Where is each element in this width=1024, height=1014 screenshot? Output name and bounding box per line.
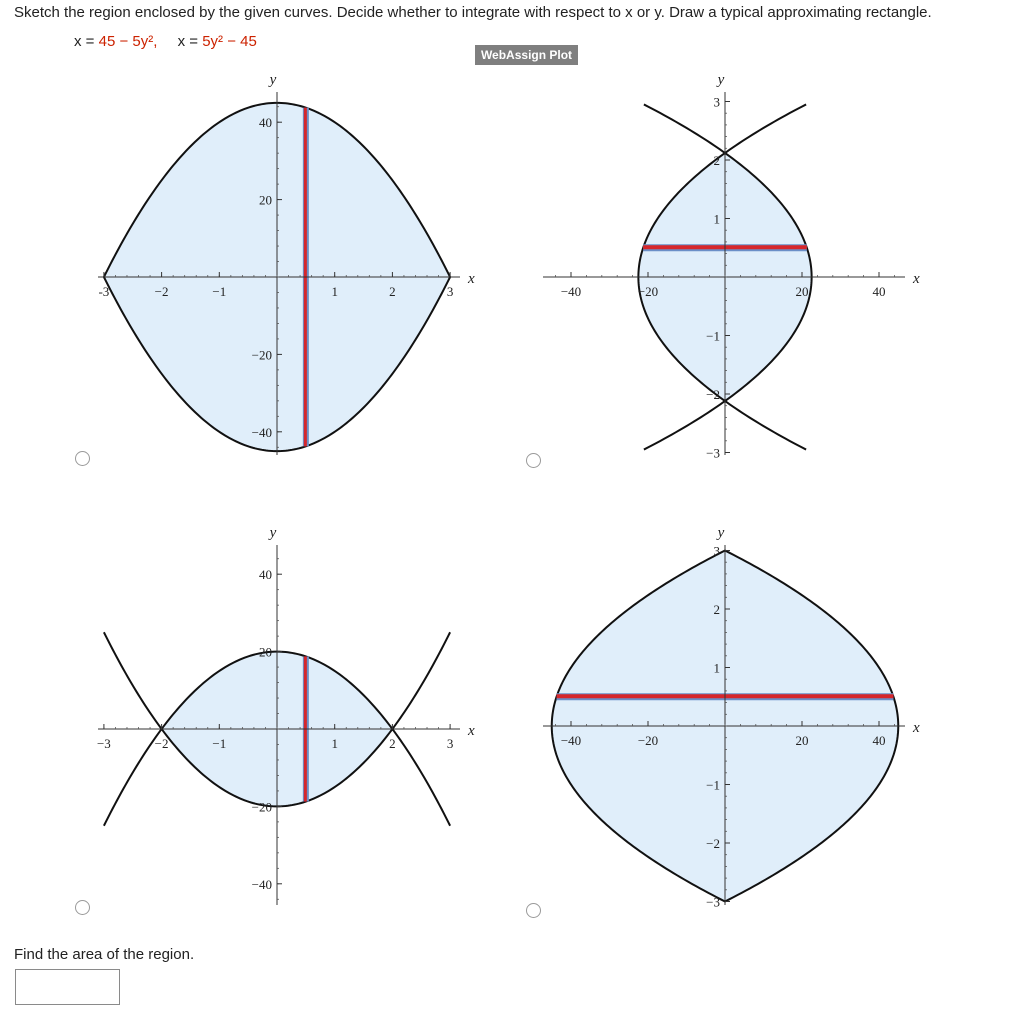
y-tick-label: −2 [706, 387, 720, 402]
find-area-label: Find the area of the region. [14, 946, 195, 963]
x-tick-label: −20 [637, 733, 659, 748]
y-tick-label: −3 [706, 445, 720, 461]
x-tick-label: 3 [446, 736, 454, 751]
option-a-radio[interactable] [75, 451, 90, 466]
x-tick-label: 2 [389, 736, 396, 751]
x-tick-label: −2 [154, 736, 169, 751]
x-tick-label: 20 [795, 284, 809, 299]
y-tick-label: 3 [713, 94, 720, 110]
y-tick-label: −40 [251, 876, 272, 892]
y-axis-label: y [717, 72, 725, 88]
y-tick-label: −2 [706, 836, 720, 851]
x-axis-label: x [468, 723, 475, 739]
option-d-radio[interactable] [526, 903, 541, 918]
x-tick-label: 40 [872, 733, 886, 748]
y-axis-label: y [269, 72, 277, 88]
x-axis-label: x [913, 271, 920, 287]
x-axis-label: x [468, 271, 475, 287]
option-c-radio[interactable] [75, 900, 90, 915]
x-tick-label: 40 [872, 284, 886, 299]
y-tick-label: −40 [251, 424, 272, 440]
y-tick-label: 1 [713, 660, 720, 676]
y-tick-label: −3 [706, 894, 720, 910]
option-b-radio[interactable] [526, 453, 541, 468]
x-tick-label: 2 [389, 284, 396, 299]
x-tick-label: −20 [637, 284, 659, 299]
question-text: Sketch the region enclosed by the given curves. Decide whether to integrate with respect to x or y. Draw a typical approximating rectangle. [14, 4, 932, 21]
x-tick-label: -3 [98, 284, 110, 299]
y-tick-label: −20 [251, 347, 272, 363]
y-tick-label: −20 [251, 799, 272, 815]
x-axis-label: x [913, 720, 920, 736]
y-tick-label: 40 [259, 567, 272, 583]
equation-2: x = 5y² − 45 [177, 33, 257, 50]
x-tick-label: −1 [212, 284, 227, 299]
y-axis-label: y [269, 525, 277, 541]
y-axis-label: y [717, 525, 725, 541]
y-tick-label: 2 [713, 602, 720, 617]
x-tick-label: 20 [795, 733, 809, 748]
x-tick-label: 1 [331, 284, 338, 299]
webassign-plot-badge[interactable]: WebAssign Plot [475, 45, 578, 65]
x-tick-label: −1 [212, 736, 227, 751]
y-tick-label: 2 [713, 153, 720, 168]
x-tick-label: 3 [446, 284, 454, 299]
y-tick-label: 3 [713, 543, 720, 559]
area-answer-input[interactable] [15, 969, 120, 1005]
x-tick-label: 1 [331, 736, 338, 751]
y-tick-label: 40 [259, 115, 272, 131]
y-tick-label: −1 [706, 777, 720, 793]
y-tick-label: 1 [713, 211, 720, 227]
x-tick-label: −3 [96, 736, 111, 751]
x-tick-label: −2 [154, 284, 169, 299]
y-tick-label: 20 [259, 644, 272, 660]
x-tick-label: −40 [560, 733, 582, 748]
y-tick-label: −1 [706, 328, 720, 344]
equation-1: x = 45 − 5y², [74, 33, 158, 50]
y-tick-label: 20 [259, 192, 272, 208]
x-tick-label: −40 [560, 284, 582, 299]
